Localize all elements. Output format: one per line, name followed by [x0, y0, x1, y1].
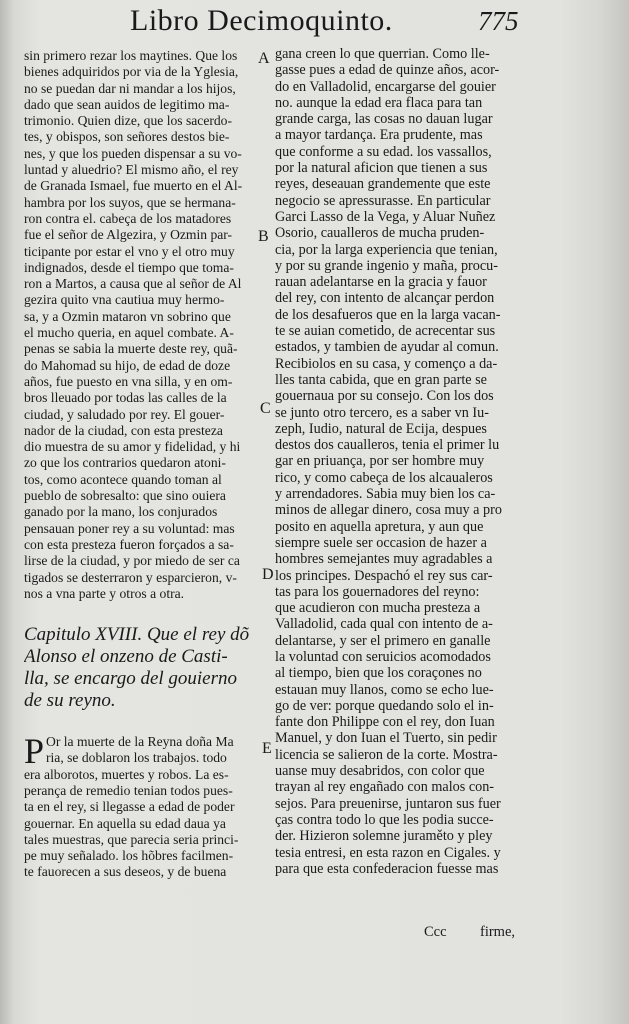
left-paragraph-1	[24, 48, 262, 602]
text-line: rico, y como cabeça de los alcaualeros	[275, 469, 493, 486]
text-line: ganado por la mano, los conjurados	[24, 504, 218, 520]
text-line: Osorio, caualleros de mucha pruden-	[275, 225, 485, 242]
text-line: der. Hizieron solemne juraměto y pley	[275, 828, 493, 845]
text-line: sa, y a Ozmin mataron vn sobrino que	[24, 308, 231, 324]
catchword: firme,	[480, 924, 516, 940]
text-line: estados, y tambien de ayudar al comun.	[275, 339, 499, 356]
text-line: a mayor tardança. Era prudente, mas	[275, 127, 483, 144]
text-line: ron contra el. cabeça de los matadores	[24, 210, 232, 226]
text-line: estauan muy llanos, como se echo lue-	[275, 681, 494, 698]
text-line: nes, y que los pueden dispensar a su vo-	[24, 145, 242, 161]
text-line: ron a Martos, a causa que al señor de Al	[24, 276, 242, 292]
text-line: tos, como acontece quando toman al	[24, 471, 222, 487]
text-line: lles tanta cabida, que en gran parte se	[275, 371, 487, 388]
text-line: con esta presteza fueron forçados a sa-	[24, 536, 234, 552]
page-header	[0, 4, 629, 44]
text-line: tesia entresi, en esta razon en Cigales. y	[275, 844, 501, 861]
text-line: de los desafueros que en la larga vacan-	[275, 306, 501, 323]
margin-marker-c: C	[260, 400, 271, 417]
text-line: bienes adquiridos por via de la Yglesia,	[24, 64, 239, 80]
text-line: dado que sean auidos de legitimo ma-	[24, 96, 230, 112]
text-line: ticipante por estar el vno y el otro muy	[24, 243, 235, 259]
right-column	[275, 46, 537, 877]
text-line: ria, se doblaron los trabajos. todo	[46, 750, 227, 766]
text-line: ciudad, y saludado por rey. El gouer-	[24, 406, 225, 422]
text-line: no se puedan dar ni mandar a los hijos,	[24, 80, 236, 96]
text-line: Valladolid, cada qual con intento de a-	[275, 616, 493, 633]
text-line: perança de remedio tenian todos pues-	[24, 782, 233, 798]
chapter-title	[24, 624, 262, 712]
text-line: zeph, Iudio, natural de Ecija, despues	[275, 420, 487, 437]
page-number: 775	[478, 6, 519, 36]
text-line: hambra por los suyos, que se hermana-	[24, 194, 236, 210]
text-line: gasse pues a edad de quinze años, acor-	[275, 62, 500, 79]
text-line: trayan al rey engañado con malos con-	[275, 779, 495, 796]
text-line: años, fue puesto en vna silla, y en om-	[24, 373, 233, 389]
text-line: para que esta confederacion fuesse mas	[275, 860, 499, 877]
text-line: zo que los contrarios quedaron atoni-	[24, 455, 226, 471]
left-column	[24, 48, 262, 881]
text-line: gouernar. En aquella su edad daua ya	[24, 815, 226, 831]
text-line: Or la muerte de la Reyna doña Ma	[46, 734, 234, 750]
text-line: Alonso el onzeno de Casti-	[24, 646, 228, 668]
text-line: era alborotos, muertes y robos. La es-	[24, 766, 229, 782]
text-line: el mucho queria, en aquel combate. A-	[24, 325, 234, 341]
signature-mark: Ccc	[424, 924, 447, 940]
text-line: se junto otro tercero, es a saber vn Iu-	[275, 404, 489, 421]
text-line: la voluntad con seruicios acomodados	[275, 648, 491, 665]
text-line: tes, y obispos, son señores destos bie-	[24, 129, 230, 145]
text-line: gar en priuança, por ser hombre muy	[275, 453, 485, 470]
text-line: licencia se salieron de la corte. Mostra-	[275, 746, 498, 763]
text-line: delantarse, y ser el primero en ganalle	[275, 632, 491, 649]
text-line: do Mahomad su hijo, de edad de doze	[24, 357, 231, 373]
text-line: y arrendadores. Sabia muy bien los ca-	[275, 486, 496, 503]
text-line: nador de la ciudad, con esta presteza	[24, 422, 223, 438]
text-line: Recibiolos en su casa, y començo a da-	[275, 355, 498, 372]
text-line: do en Valladolid, encargarse del gouier	[275, 78, 496, 95]
text-line: destos dos caualleros, tenia el primer lu	[275, 437, 500, 454]
text-line: tas para los gouernadores del reyno:	[275, 583, 480, 600]
text-line: hombres semejantes muy agradables a	[275, 551, 493, 568]
text-line: trimonio. Quien dize, que los sacerdo-	[24, 113, 233, 129]
text-line: bros lleuado por todas las calles de la	[24, 390, 227, 406]
text-line: go de ver: porque quedando solo el in-	[275, 697, 494, 714]
text-line: los principes. Despachó el rey sus car-	[275, 567, 493, 584]
text-line: ta en el rey, si llegasse a edad de poder	[24, 799, 235, 815]
text-line: sejos. Para preuenirse, juntaron sus fuer	[275, 795, 501, 812]
text-line: tigados se desterraron y esparcieron, v-	[24, 569, 237, 585]
text-line: te se auian cometido, de acrecentar sus	[275, 323, 496, 340]
text-line: tales muestras, que parecia seria princi-	[24, 831, 239, 847]
text-line: lla, se encargo del gouierno	[24, 668, 238, 690]
text-line: rauan adelantarse en la gracia y fauor	[275, 274, 487, 291]
margin-marker-a: A	[258, 50, 270, 67]
text-line: luntad y aluedrio? El mismo año, el rey	[24, 162, 239, 178]
text-line: negocio se apressurasse. En particular	[275, 192, 491, 209]
text-line: no. aunque la edad era flaca para tan	[275, 94, 483, 111]
margin-marker-d: D	[262, 566, 274, 583]
text-line: y por su grande ingenio y maña, procu-	[275, 257, 498, 274]
text-line: pueblo de sobresalto: que sino ouiera	[24, 488, 226, 504]
text-line: ças contra todo lo que les podia succe-	[275, 811, 494, 828]
text-line: Garci Lasso de la Vega, y Aluar Nuñez	[275, 208, 496, 225]
text-line: pe muy señalado. los hõbres facilmen-	[24, 848, 234, 864]
running-title: Libro Decimoquinto.	[130, 4, 393, 37]
margin-marker-b: B	[258, 228, 269, 245]
text-line: posito en aquella apretura, y aun que	[275, 518, 484, 535]
text-line: grande carga, las cosas no dauan lugar	[275, 111, 493, 128]
margin-marker-e: E	[262, 740, 272, 757]
text-line: que conforme a su edad. los vassallos,	[275, 143, 492, 160]
text-line: penas se sabia la muerte deste rey, quã-	[24, 341, 238, 357]
text-line: al tiempo, bien que los coraçones no	[275, 665, 482, 682]
text-line: minos de allegar dinero, cosa muy a pro	[275, 502, 502, 519]
text-line: Capitulo XVIII. Que el rey dõ	[24, 624, 250, 646]
text-line: indignados, desde el tiempo que toma-	[24, 259, 234, 275]
text-line: pensauan poner rey a su voluntad: mas	[24, 520, 235, 536]
text-line: Manuel, y don Iuan el Tuerto, sin pedir	[275, 730, 497, 747]
text-line: de Granada Ismael, fue muerto en el Al-	[24, 178, 243, 194]
text-line: gana creen lo que querrian. Como lle-	[275, 46, 490, 62]
text-line: te fauorecen a sus deseos, y de buena	[24, 864, 227, 880]
text-line: del rey, con intento de alcançar perdon	[275, 290, 495, 307]
text-line: de su reyno.	[24, 690, 116, 712]
text-line: gouernaua por su consejo. Con los dos	[275, 388, 494, 405]
text-line: que acudieron con mucha presteza a	[275, 600, 481, 617]
text-line: cia, por la larga experiencia que tenian,	[275, 241, 498, 258]
text-line: fue el señor de Algezira, y Ozmin par-	[24, 227, 233, 243]
drop-cap: P	[24, 731, 45, 772]
text-line: lirse de la ciudad, y por miedo de ser ca	[24, 553, 240, 569]
text-line: dio muestra de su amor y fidelidad, y hi	[24, 439, 241, 455]
text-line: gezira quito vna cautiua muy hermo-	[24, 292, 225, 308]
text-line: reyes, deseauan grandemente que este	[275, 176, 491, 193]
left-paragraph-2	[24, 731, 262, 881]
text-line: siempre suele ser occasion de hazer a	[275, 534, 487, 551]
text-line: fante don Philippe con el rey, don Iuan	[275, 714, 495, 731]
text-line: por la natural aficion que tienen a sus	[275, 160, 488, 177]
text-line: uanse muy desabridos, con color que	[275, 763, 485, 780]
text-line: sin primero rezar los maytines. Que los	[24, 48, 238, 63]
text-line: nos a vna parte y otros a otra.	[24, 585, 185, 601]
